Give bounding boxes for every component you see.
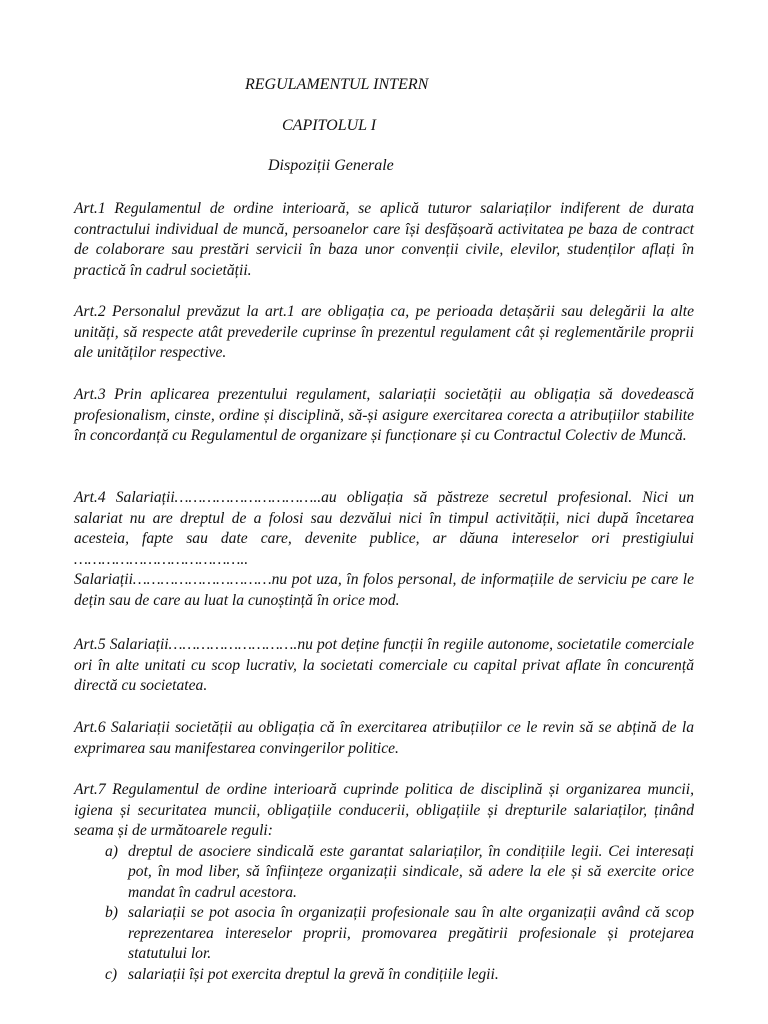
article-2-text: Art.2 Personalul prevăzut la art.1 are obligația ca, pe perioada detașării sau delegării la alte unități, să respecte atât prevederile cuprinse în prezentul regulament cât și reglementările proprii ale unităților respective. xyxy=(74,303,694,361)
article-4-paragraph-2: Salariații…………………………nu pot uza, în folos personal, de informațiile de serviciu pe care le dețin sau de care au luat la cunoștință în orice mod. xyxy=(74,571,694,609)
list-marker: c) xyxy=(105,965,118,983)
document-title: REGULAMENTUL INTERN xyxy=(245,76,429,93)
article-1-text: Art.1 Regulamentul de ordine interioară, se aplică tuturor salariaților indiferent de durata contractului individual de muncă, persoanelor care își desfășoară activitatea pe baza de contract de colaborare sau prestări servicii în baza unor convenții civile, elevilor, studenților aflați în practică în cadrul societății. xyxy=(74,200,694,279)
chapter-heading: CAPITOLUL I xyxy=(282,117,377,134)
article-6-text: Art.6 Salariații societății au obligația că în exercitarea atribuțiilor ce le revin să se abțină de la exprimarea sau manifestarea convingerilor politice. xyxy=(74,719,694,757)
list-item xyxy=(74,903,694,965)
article-4-paragraph-1: Art.4 Salariații…………………………..au obligația să păstreze secretul profesional. Nici un salariat nu are dreptul de a folosi sau dezvălui nici în timpul activității, nici după încetarea acesteia, fapte sau date care, devenite publice, ar dăuna intereselor ori prestigiului ……………………………….. xyxy=(74,489,694,568)
list-marker: a) xyxy=(105,842,118,860)
article-4 xyxy=(74,488,694,611)
article-7-list xyxy=(74,842,694,986)
list-item xyxy=(74,842,694,904)
section-subtitle: Dispoziții Generale xyxy=(268,157,394,174)
article-3 xyxy=(74,385,694,447)
article-3-text: Art.3 Prin aplicarea prezentului regulament, salariații societății au obligația să dovedească profesionalism, cinste, ordine și disciplină, să-și asigure exercitarea corecta a atribuțiilor stabilite în concordanță cu Regulamentul de organizare și funcționare și cu Contractul Colectiv de Muncă. xyxy=(74,386,694,444)
article-2 xyxy=(74,302,694,364)
article-1 xyxy=(74,199,694,281)
list-marker: b) xyxy=(105,904,118,921)
article-7-intro: Art.7 Regulamentul de ordine interioară cuprinde politica de disciplină și organizarea muncii, igiena și securitatea muncii, obligațiile conducerii, obligațiile și drepturile salariaților, ținând seama și de următoarele reguli: xyxy=(74,781,694,839)
list-item-text: salariații își pot exercita dreptul la grevă în condițiile legii. xyxy=(128,965,499,983)
list-item xyxy=(74,965,694,986)
article-6 xyxy=(74,718,694,759)
article-7 xyxy=(74,780,694,985)
article-5-text: Art.5 Salariații……………………….nu pot deține funcții în regiile autonome, societatile comerciale ori în alte unitati cu scop lucrativ, la societati comerciale cu capital privat aflate în concurență directă cu societatea. xyxy=(74,636,694,694)
article-5 xyxy=(74,635,694,697)
list-item-text: salariații se pot asocia în organizații profesionale sau în alte organizații având că scop reprezentarea intereselor proprii, promovarea pregătirii profesionale și protejarea statutului lor. xyxy=(128,904,694,962)
list-item-text: dreptul de asociere sindicală este garantat salariaților, în condițiile legii. Cei interesați pot, în mod liber, să înființeze organizații sindicale, să adere la ele și să exercite orice mandat în cadrul acestora. xyxy=(128,842,694,901)
